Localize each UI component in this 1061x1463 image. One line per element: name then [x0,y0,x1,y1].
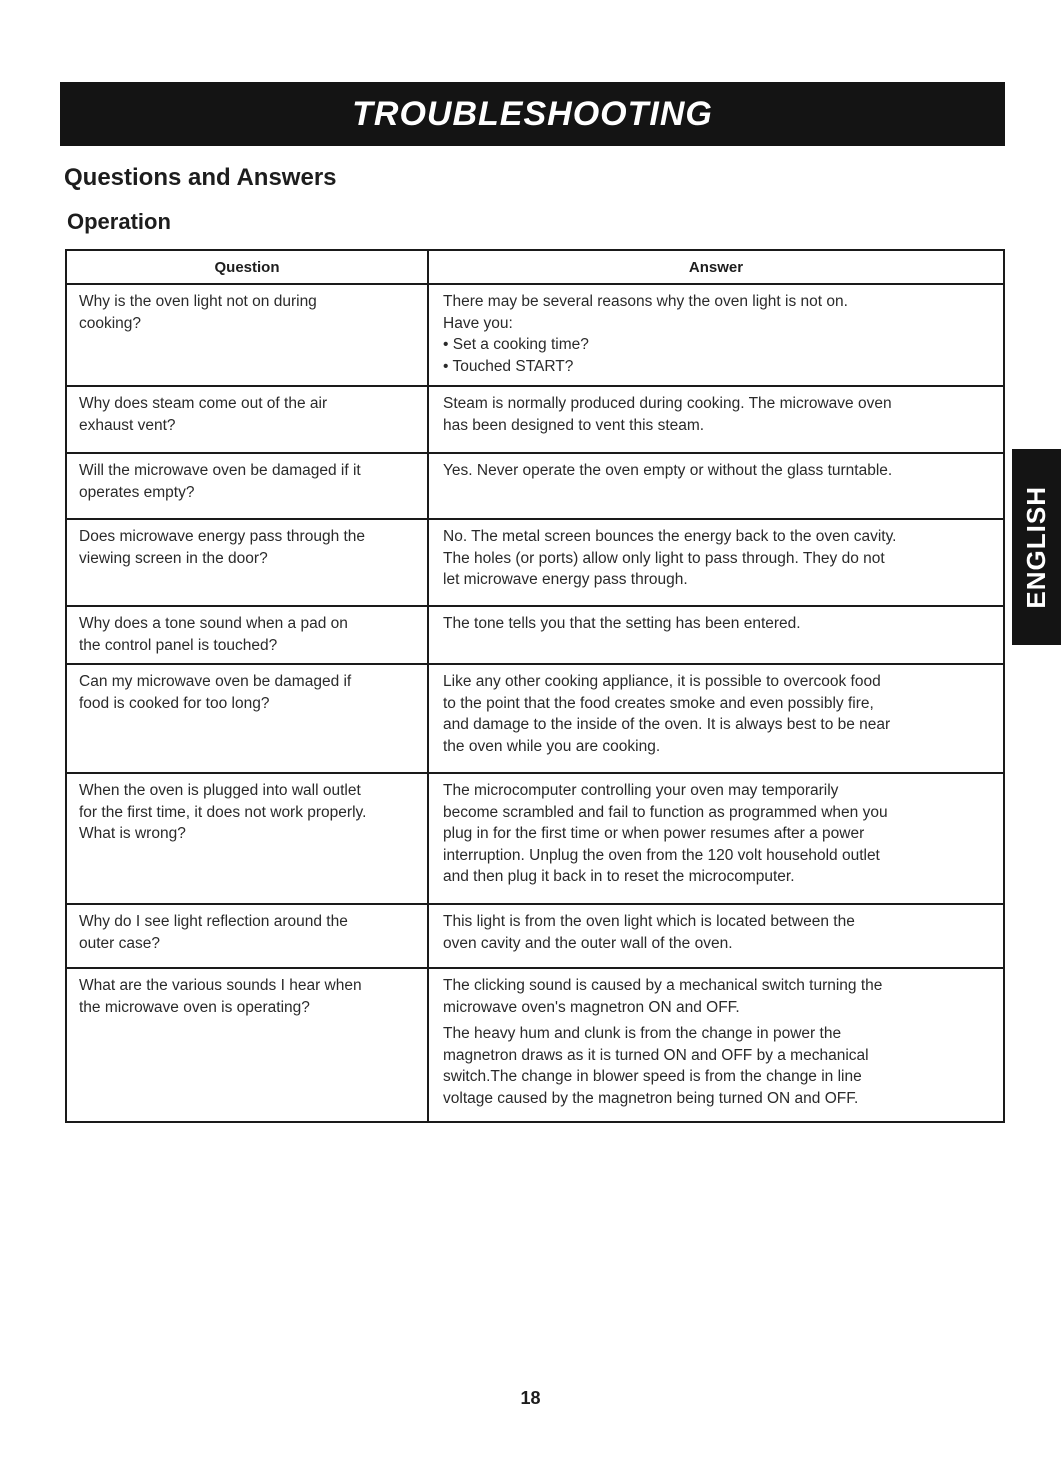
answer-paragraph [443,975,995,1018]
qa-table [65,249,1005,1123]
page-number: 18 [520,1388,541,1408]
question-text: the control panel is touched? [79,636,278,654]
answer-text: switch.The change in blower speed is from the change in line [443,1068,862,1085]
answer-text: and damage to the inside of the oven. It is always best to be near [443,716,891,733]
answer-cell [428,904,1004,968]
question-text: exhaust vent? [79,416,176,434]
question-text: Will the microwave oven be damaged if it [79,462,361,479]
question-cell [66,773,428,904]
table-row [66,453,1004,519]
question-text: Why does a tone sound when a pad on [79,615,348,632]
question-text: the microwave oven is operating? [79,998,310,1016]
table-row [66,386,1004,453]
answer-text: the oven while you are cooking. [443,737,661,755]
answer-paragraph [443,291,995,377]
table-row [66,606,1004,664]
sub-title: Operation [67,209,171,234]
answer-text: Have you: [443,314,513,332]
question-text: Does microwave energy pass through the [79,528,366,545]
table-row [66,904,1004,968]
answer-text: The holes (or ports) allow only light to pass through. They do not [443,549,885,567]
language-tab [1012,449,1061,645]
banner-title: TROUBLESHOOTING [352,94,713,133]
answer-paragraph [443,393,995,436]
section-title: Questions and Answers [64,164,337,191]
answer-text: Yes. Never operate the oven empty or without the glass turntable. [443,462,893,479]
answer-text: Steam is normally produced during cooking. The microwave oven [443,395,892,412]
answer-text: No. The metal screen bounces the energy back to the oven cavity. [443,528,897,545]
question-cell [66,664,428,773]
question-text: What are the various sounds I hear when [79,977,362,994]
answer-paragraph [443,613,995,635]
answer-text: The microcomputer controlling your oven may temporarily [443,782,839,799]
answer-text: has been designed to vent this steam. [443,416,705,434]
question-text: operates empty? [79,483,195,501]
answer-header: Answer [428,250,1004,284]
table-row [66,519,1004,606]
answer-cell [428,968,1004,1122]
question-cell [66,606,428,664]
table-body [66,284,1004,1122]
answer-cell [428,664,1004,773]
table-row [66,773,1004,904]
answer-paragraph [443,460,995,482]
question-text: for the first time, it does not work properly. [79,803,367,821]
table-row [66,284,1004,386]
question-text: Can my microwave oven be damaged if [79,673,352,690]
question-text: outer case? [79,934,160,952]
question-text: What is wrong? [79,825,186,842]
answer-text: oven cavity and the outer wall of the oven. [443,934,733,952]
answer-text: • Touched START? [443,357,574,375]
answer-paragraph [443,911,995,954]
answer-cell [428,386,1004,453]
question-cell [66,519,428,606]
answer-text: interruption. Unplug the oven from the 120 volt household outlet [443,846,880,864]
question-cell [66,904,428,968]
question-cell [66,968,428,1122]
answer-cell [428,453,1004,519]
answer-text: voltage caused by the magnetron being turned ON and OFF. [443,1089,859,1107]
title-banner [60,82,1005,146]
answer-text: This light is from the oven light which is located between the [443,913,855,930]
answer-paragraph [443,526,995,591]
answer-cell [428,773,1004,904]
question-text: Why does steam come out of the air [79,395,328,412]
answer-cell [428,606,1004,664]
question-text: When the oven is plugged into wall outlet [79,782,361,799]
question-text: viewing screen in the door? [79,549,268,567]
question-cell [66,284,428,386]
answer-cell [428,284,1004,386]
answer-text: to the point that the food creates smoke and even possibly fire, [443,694,874,712]
answer-paragraph [443,1023,995,1109]
answer-text: The tone tells you that the setting has been entered. [443,615,801,632]
answer-paragraph [443,780,995,888]
question-text: food is cooked for too long? [79,694,270,712]
answer-cell [428,519,1004,606]
answer-text: The clicking sound is caused by a mechanical switch turning the [443,977,883,994]
answer-text: become scrambled and fail to function as programmed when you [443,803,888,821]
question-text: cooking? [79,314,142,332]
table-row [66,664,1004,773]
answer-text: The heavy hum and clunk is from the change in power the [443,1025,842,1042]
answer-text: There may be several reasons why the oven light is not on. [443,293,848,310]
answer-text: Like any other cooking appliance, it is possible to overcook food [443,673,881,690]
language-tab-label: ENGLISH [1021,485,1051,609]
table-header-row [66,250,1004,284]
question-cell [66,386,428,453]
question-cell [66,453,428,519]
question-header: Question [66,250,428,284]
table-row [66,968,1004,1122]
answer-text: microwave oven's magnetron ON and OFF. [443,998,740,1016]
answer-text: and then plug it back in to reset the microcomputer. [443,868,795,885]
answer-text: magnetron draws as it is turned ON and OFF by a mechanical [443,1046,869,1064]
answer-text: plug in for the first time or when power resumes after a power [443,825,865,842]
answer-paragraph [443,671,995,757]
question-text: Why do I see light reflection around the [79,913,348,930]
answer-text: let microwave energy pass through. [443,571,688,588]
question-text: Why is the oven light not on during [79,293,317,310]
answer-text: • Set a cooking time? [443,336,589,353]
